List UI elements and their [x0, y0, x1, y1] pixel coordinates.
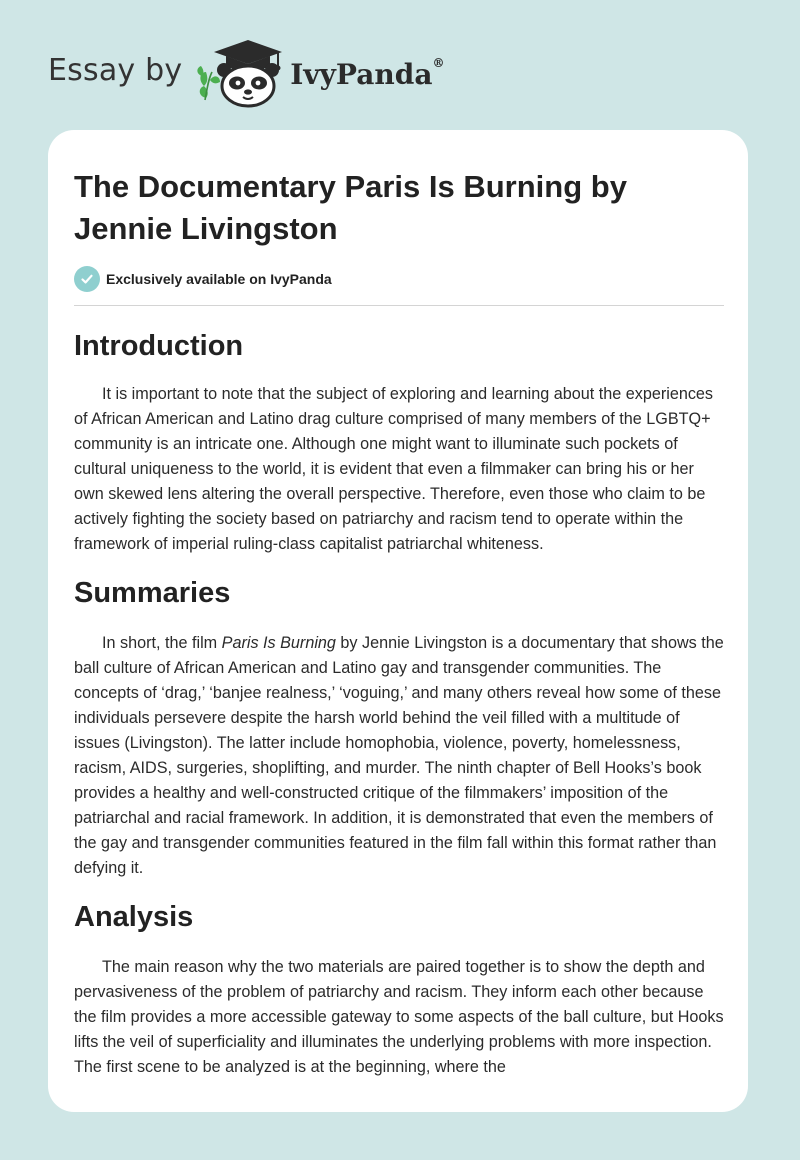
- site-header: [48, 36, 444, 108]
- section-introduction: [74, 328, 724, 557]
- section-analysis: [74, 899, 724, 1080]
- essay-card: [48, 130, 748, 1112]
- section-heading: Introduction: [74, 330, 244, 362]
- exclusive-text: Exclusively available on IvyPanda: [106, 271, 332, 287]
- section-heading: Summaries: [74, 577, 231, 609]
- page-title: The Documentary Paris Is Burning by Jennie Livingston: [74, 169, 627, 246]
- section-paragraph: In short, the film Paris Is Burning by Jennie Livingston is a documentary that shows the ball culture of African American and Latino gay and transgender communities. The concepts of ‘drag,’ ‘banjee realness,’ ‘voguing,’ and many others reveal how some of these individuals persevere despite the harsh world behind the veil filled with a multitude of issues (Livingston). The latter include homophobia, violence, poverty, homelessness, racism, AIDS, surgeries, shoplifting, and murder. The ninth chapter of Bell Hooks’s book provides a healthy and well-constructed critique of the filmmakers’ imposition of the patriarchal and racial framework. In addition, it is demonstrated that even the members of the gay and transgender communities featured in the film fall within this format rather than defying it.: [74, 634, 724, 877]
- checkmark-icon: [74, 266, 100, 292]
- ivypanda-panda-logo-icon[interactable]: [196, 36, 286, 108]
- exclusive-badge: [74, 266, 724, 292]
- essay-by-label: Essay by: [48, 52, 183, 88]
- section-heading: Analysis: [74, 901, 194, 933]
- section-paragraph: It is important to note that the subject of exploring and learning about the experiences of African American and Latino drag culture comprised of many members of the LGBTQ+ community is an intricate one. Although one might want to illuminate such pockets of cultural uniqueness to the world, it is evident that even a filmmaker can bring his or her own skewed lens altering the overall perspective. Therefore, even those who claim to be actively fighting the society based on patriarchy and racism tend to operate within the framework of imperial ruling-class capitalist patriarchal whiteness.: [74, 385, 714, 553]
- divider: [74, 305, 724, 306]
- brand-name[interactable]: IvyPanda®: [290, 55, 445, 91]
- essay-content: [74, 166, 724, 1080]
- film-title-italic: Paris Is Burning: [221, 634, 336, 652]
- section-paragraph: The main reason why the two materials are paired together is to show the depth and pervasiveness of the problem of patriarchy and racism. They inform each other because the film provides a more accessible gateway to some aspects of the ball culture, but Hooks lifts the veil of superficiality and illuminates the underlying problems with more inspection. The first scene to be analyzed is at the beginning, where the: [74, 958, 724, 1076]
- section-summaries: [74, 575, 724, 881]
